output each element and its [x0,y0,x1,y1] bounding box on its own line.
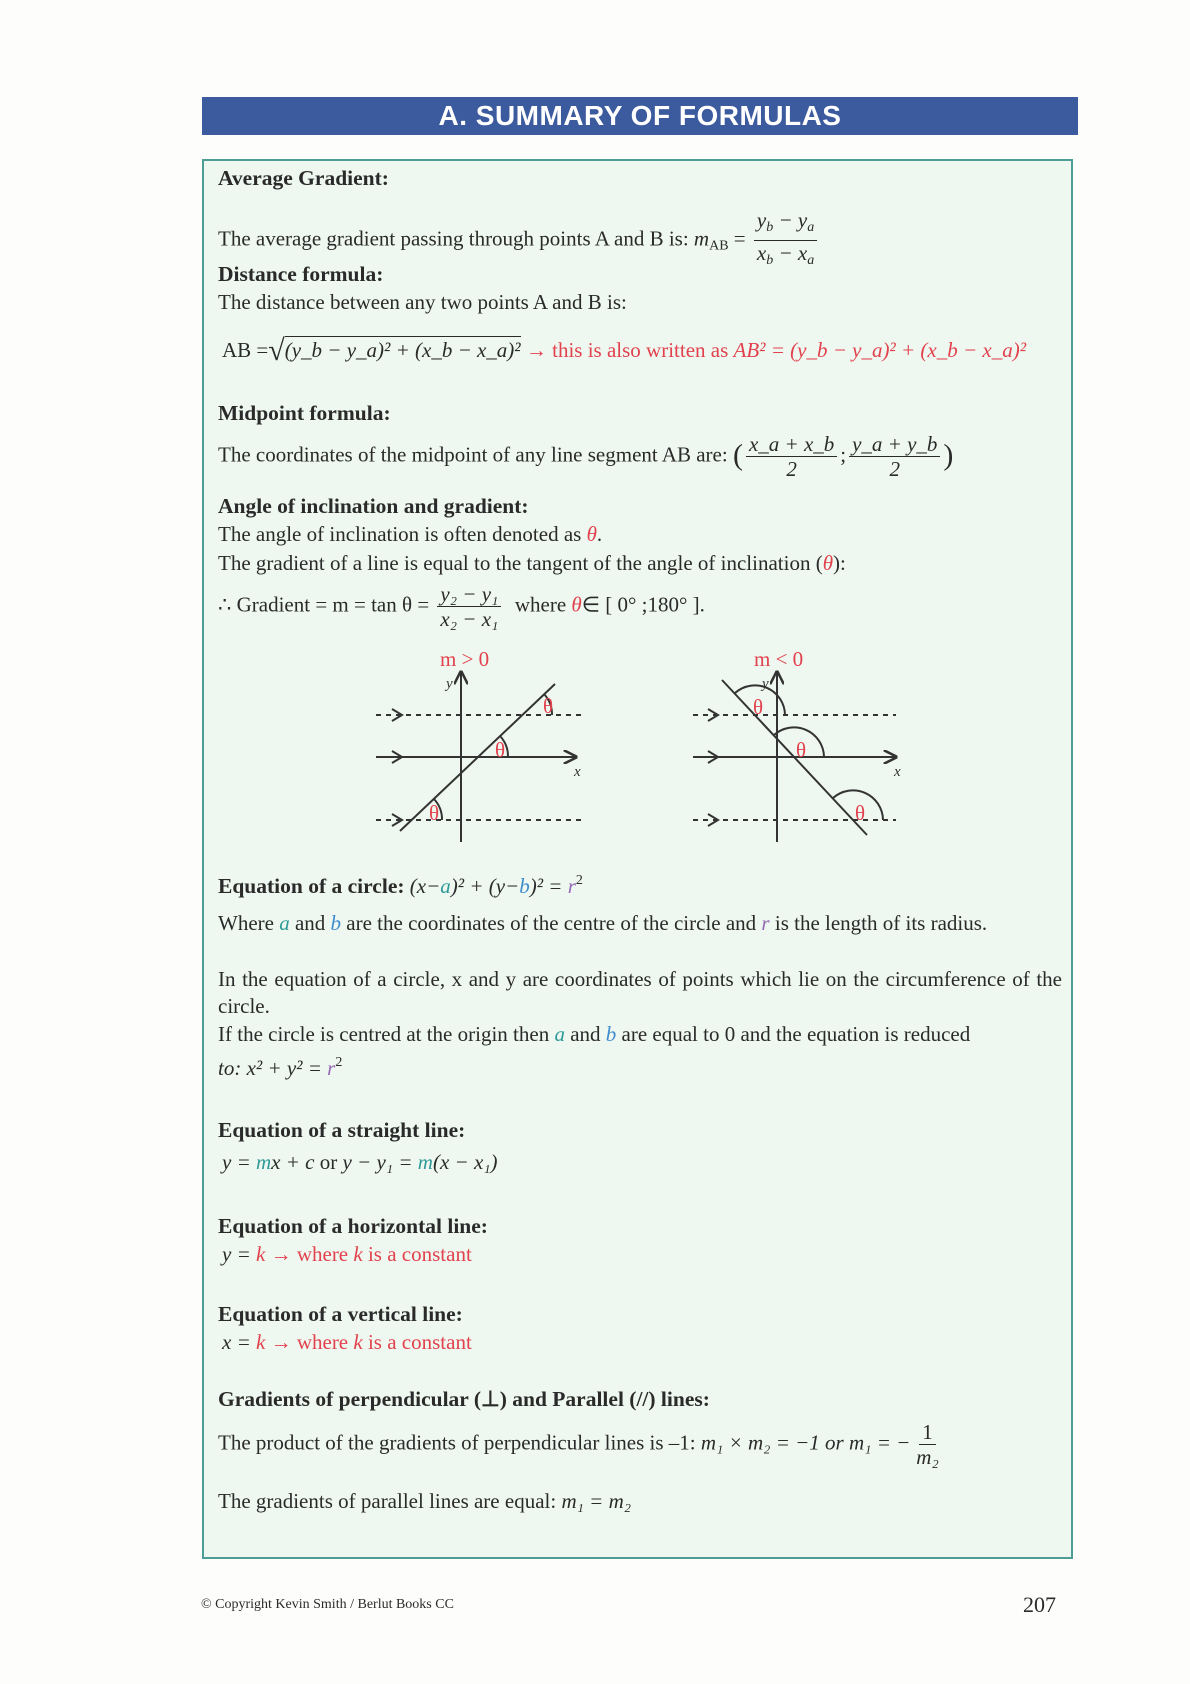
theta-label: θ [543,694,554,718]
text: → where [270,1242,349,1266]
k: k [256,1242,266,1266]
text: is a constant [367,1242,472,1266]
sub: a [807,220,815,235]
equals: = [733,226,746,251]
k: k [256,1330,266,1354]
lhs: AB = [222,338,269,362]
x-axis-label: x [894,764,901,780]
x: x [797,241,808,265]
perpendicular-formula [218,1420,945,1469]
avg-gradient-heading: Average Gradient: [218,166,389,190]
text: and [570,1022,601,1046]
theta: θ [822,551,834,575]
straight-line-heading: Equation of a straight line: [218,1118,466,1142]
text: Where [218,911,274,935]
circle-paragraph-3 [218,1021,1062,1048]
midpoint-formula: The coordinates of the midpoint of any line segment AB are: ( $\frac{x\_a + x\_b}{2}$ ; $\frac{y\_a + y\_b}{2}$ ) [218,432,954,481]
k: k [353,1242,363,1266]
circle-paragraph-1 [218,910,1062,937]
theta: θ [586,522,597,546]
circle-equation [218,873,583,899]
eq: (x − x₁) [432,1150,498,1174]
eq: (x− [409,874,441,898]
lhs: ∴ Gradient = m = tan θ = [218,592,430,617]
r: r [567,874,576,898]
where: where [514,592,567,617]
a: a [440,874,451,898]
avg-text: The average gradient passing through points A and B is: [218,226,689,251]
minus: − [773,208,798,232]
numerator: 1 [919,1420,936,1445]
text: is the length of its radius. [774,911,988,935]
text: is a constant [367,1330,472,1354]
horizontal-line-formula [222,1242,472,1267]
distance-text: The distance between any two points A and B is: [218,290,627,314]
negative-gradient-diagram [693,672,896,842]
distance-heading: Distance formula: [218,262,384,286]
a: a [279,911,290,935]
range: ∈ [ 0° ;180° ]. [581,592,705,617]
b: b [330,911,342,935]
or: or [319,1150,338,1174]
negative-label: m < 0 [754,647,804,671]
text: are equal to 0 and the equation is reduced [621,1022,971,1046]
reciprocal-fraction [913,1420,941,1469]
vertical-line-formula [222,1330,472,1355]
y-axis-label: y [446,676,453,692]
denominator: m₂ [916,1445,939,1469]
denominator: 2 [786,457,797,481]
text: to: x² + y² = [218,1056,322,1080]
theta-label: θ [855,801,866,825]
separator: ; [840,442,847,467]
straight-line-formula [222,1150,498,1175]
exponent: 2 [575,873,583,888]
theta: θ [571,592,582,617]
positive-gradient-diagram [376,672,585,842]
minus: − [773,241,798,265]
eq: x + c [271,1150,315,1174]
perpendicular-heading: Gradients of perpendicular (⊥) and Parallel (//) lines: [218,1387,710,1411]
angle-line1: The angle of inclination is often denoted as θ. [218,522,603,546]
copyright: © Copyright Kevin Smith / Berlut Books CC [201,1597,454,1612]
theta-label: θ [495,738,506,762]
r: r [761,911,770,935]
numerator: y₂ − y₁ [437,582,501,607]
m: m [417,1150,433,1174]
theta-label: θ [753,695,764,719]
angle-heading: Angle of inclination and gradient: [218,494,529,518]
text: The angle of inclination is often denoted as [218,522,582,546]
text: and [294,911,326,935]
x: x [756,241,767,265]
eq: y = [222,1150,251,1174]
lhs: x = [222,1330,251,1354]
sub: a [807,253,815,268]
theta-label: θ [429,801,440,825]
lhs: y = [222,1242,251,1266]
horizontal-line-heading: Equation of a horizontal line: [218,1214,488,1238]
sqrt-sign: √ [268,334,285,367]
b: b [605,1022,617,1046]
theta-label: θ [796,738,807,762]
note-text: → this is also written as [525,338,729,362]
eq: m₁ × m₂ = −1 or m₁ = − [700,1430,911,1455]
positive-label: m > 0 [440,647,490,671]
text: are the coordinates of the centre of the circle and [346,911,757,935]
m-symbol: m [693,226,710,251]
midpoint-heading: Midpoint formula: [218,401,391,425]
vertical-line-heading: Equation of a vertical line: [218,1302,463,1326]
numerator: y_a + y_b [849,432,940,457]
text: The gradients of parallel lines are equal: [218,1489,557,1513]
b: b [519,874,530,898]
eq: y − y₁ = [342,1150,413,1174]
midpoint-text: The coordinates of the midpoint of any line segment AB are: [218,442,728,467]
y: y [756,208,767,232]
text: The gradient of a line is equal to the tangent of the angle of inclination ( [218,551,823,575]
text: The product of the gradients of perpendicular lines is –1: [218,1430,696,1455]
m: m [256,1150,272,1174]
eq: )² + (y− [450,874,520,898]
y-axis-label: y [762,676,769,692]
circle-paragraph-2: In the equation of a circle, x and y are coordinates of points which lie on the circumference of the circle. [218,967,1062,1018]
numerator: x_a + x_b [746,432,837,457]
section-title: A. SUMMARY OF FORMULAS [202,97,1078,135]
sub: b [766,220,774,235]
x-axis-label: x [574,764,581,780]
circle-heading: Equation of a circle: [218,874,405,898]
eq: m₁ = m₂ [561,1489,632,1513]
text: If the circle is centred at the origin then [218,1022,550,1046]
parallel-formula [218,1489,631,1514]
radicand: (y_b − y_a)² + (x_b − x_a)² [284,338,521,362]
exponent: 2 [335,1055,343,1070]
a: a [554,1022,565,1046]
eq: )² = [529,874,563,898]
denominator: 2 [889,457,901,481]
k: k [353,1330,363,1354]
m-sub: AB [709,238,729,254]
note-formula: AB² = (y_b − y_a)² + (x_b − x_a)² [733,338,1026,362]
page-number: 207 [1023,1592,1056,1617]
circle-origin-formula [218,1055,342,1081]
text: → where [270,1330,349,1354]
r: r [327,1056,336,1080]
y: y [797,208,808,232]
sub: b [766,253,774,268]
denominator: x₂ − x₁ [440,607,499,631]
text-end: ): [833,551,846,575]
